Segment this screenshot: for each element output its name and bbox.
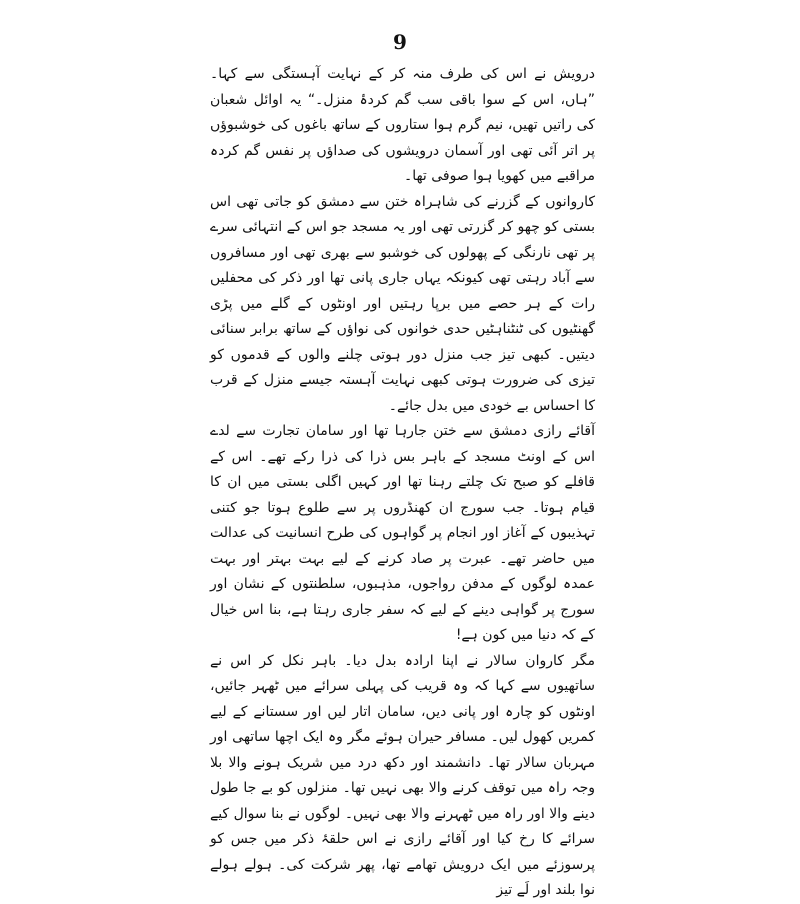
paragraph-3: آقائے رازی دمشق سے ختن جارہا تھا اور سامان تجارت سے لدے اس کے اونٹ مسجد کے باہر بس ذرا کی ذرا رکے تھے۔ اس کے قافلے کو صبح تک چلتے رہنا تھا اور کہیں اگلی بستی میں ان کا قیام ہوتا۔ جب سورج ان کھنڈروں پر سے طلوع ہوتا جو کتنی تہذیبوں کے آغاز اور انجام پر گواہوں کی طرح انسانیت کی عدالت میں حاضر تھے۔ عبرت پر صاد کرنے کے لیے بہت بہتر اور بہت عمدہ لوگوں کے مدفن رواجوں، مذہبوں، سلطنتوں کے نشان اور سورج پر گواہی دینے کے لیے کہ سفر جاری رہتا ہے، بنا اس خیال کے کہ دنیا میں کون ہے! bbox=[210, 423, 595, 643]
paragraph-2: کاروانوں کے گزرنے کی شاہراہ ختن سے دمشق کو جاتی تھی اس بستی کو چھو کر گزرتی تھی اور یہ مسجد جو اس کے انتہائی سرے پر تھی نارنگی کے پھولوں کی خوشبو سے بھری تھی اور مسافروں سے آباد رہتی تھی کیونکہ یہاں جاری پانی تھا اور ذکر کی محفلیں رات کے ہر حصے میں برپا رہتیں اور اونٹوں کے گلے میں پڑی گھنٹیوں کی ٹنٹناہٹیں حدی خوانوں کی نواؤں کے ساتھ برابر سنائی دیتیں۔ کبھی تیز جب منزل دور ہوتی چلنے والوں کے قدموں کو تیزی کی ضرورت ہوتی کبھی نہایت آہستہ جیسے منزل کے قرب کا احساس بے خودی میں بدل جائے۔ bbox=[210, 193, 595, 414]
page-number: 9 bbox=[393, 30, 407, 54]
paragraph-4: مگر کاروان سالار نے اپنا ارادہ بدل دیا۔ باہر نکل کر اس نے ساتھیوں سے کہا کہ وہ قریب کی پہلی سرائے میں ٹھہر جائیں، اونٹوں کو چارہ اور پانی دیں، سامان اتار لیں اور سستانے کے لیے کمریں کھول لیں۔ مسافر حیران ہوئے مگر وہ ایک اچھا ساتھی اور مہربان سالار تھا۔ دانشمند اور دکھ درد میں شریک ہونے والا بلا وجہ راہ میں توقف کرنے والا بھی نہیں تھا۔ منزلوں کو بے جا طول دینے والا اور راہ میں ٹھہرنے والا بھی نہیں۔ لوگوں نے بنا سوال کیے سرائے کا رخ کیا اور آقائے رازی نے اس حلقۂ ذکر میں جس کو پرسوزئے میں ایک درویش تھامے تھا، پھر شرکت کی۔ ہولے ہولے نوا بلند اور لَے تیز bbox=[210, 652, 595, 898]
page-body bbox=[210, 62, 595, 904]
paragraph-1: درویش نے اس کی طرف منہ کر کے نہایت آہستگی سے کہا۔ ”ہاں، اس کے سوا باقی سب گم کردۂ منزل۔“ یہ اوائل شعبان کی راتیں تھیں، نیم گرم ہوا ستاروں کے ساتھ باغوں کی خوشبوؤں پر اتر آئی تھی اور آسمان درویشوں کی صداؤں پر نفس گم کردہ مراقبے میں کھویا ہوا صوفی تھا۔ bbox=[210, 66, 595, 184]
